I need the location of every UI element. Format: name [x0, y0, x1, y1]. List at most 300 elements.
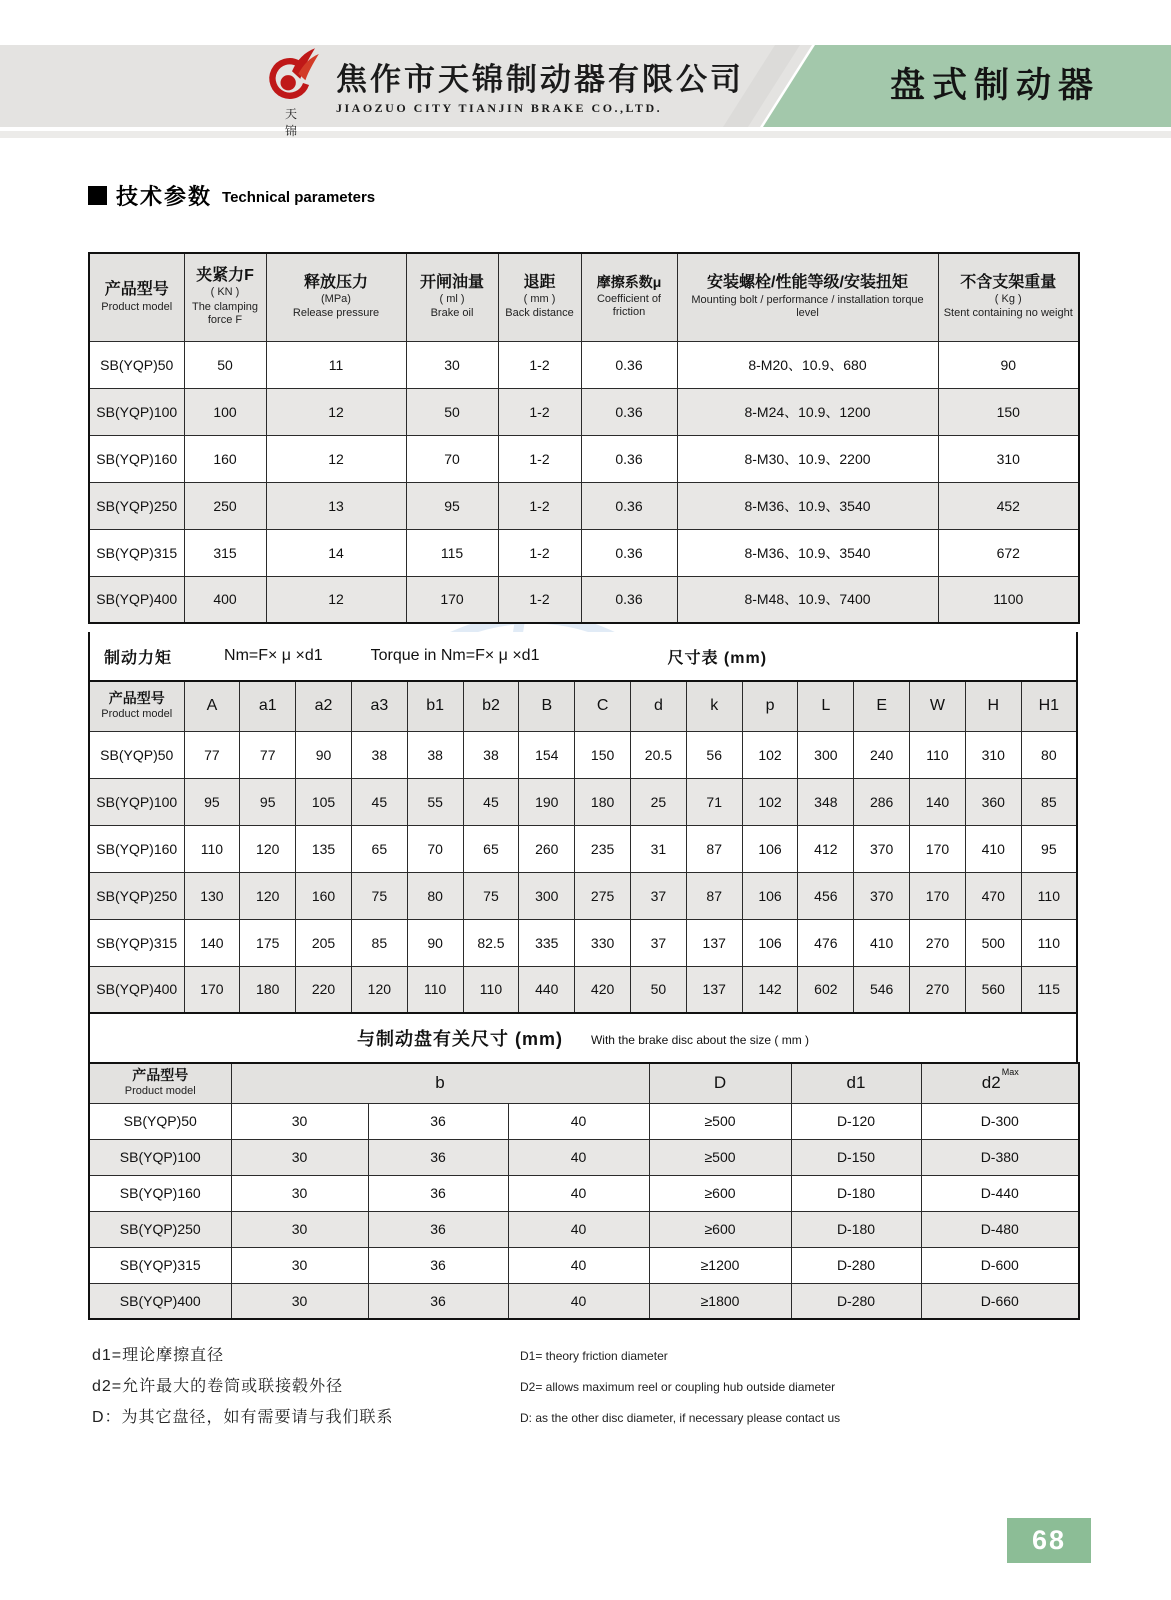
col-label-cn: 释放压力 [303, 274, 368, 292]
value-cell: 36 [368, 1103, 508, 1139]
value-cell: 120 [240, 872, 296, 919]
value-cell: 106 [742, 825, 798, 872]
product-model-cell: SB(YQP)50 [89, 731, 184, 778]
value-cell: 71 [686, 778, 742, 825]
value-cell: 410 [965, 825, 1021, 872]
value-cell: 190 [519, 778, 575, 825]
col-label-en: Mounting bolt / performance / installation torque level [691, 294, 924, 320]
value-cell: 170 [910, 872, 966, 919]
product-model-cell: SB(YQP)400 [89, 966, 184, 1013]
value-cell: 8-M36、10.9、3540 [677, 482, 938, 529]
dim-header-H1: H1 [1021, 681, 1077, 731]
table-row [89, 919, 1077, 966]
value-cell: 602 [798, 966, 854, 1013]
value-cell: 270 [910, 966, 966, 1013]
value-cell: 8-M30、10.9、2200 [677, 435, 938, 482]
value-cell: 110 [910, 731, 966, 778]
note-en: D1= theory friction diameter [520, 1349, 668, 1363]
t3-col-d2 [921, 1063, 1079, 1103]
value-cell: 360 [965, 778, 1021, 825]
table-row [89, 341, 1079, 388]
dim-header-H: H [965, 681, 1021, 731]
table-row [89, 576, 1079, 623]
col-unit: ( KN ) [210, 286, 240, 299]
dim-header-p: p [742, 681, 798, 731]
note-cn: d2=允许最大的卷筒或联接毂外径 [92, 1378, 344, 1395]
table-row [89, 1283, 1079, 1319]
value-cell: 12 [266, 388, 406, 435]
value-cell: 456 [798, 872, 854, 919]
value-cell: 330 [575, 919, 631, 966]
value-cell: 154 [519, 731, 575, 778]
note-line [92, 1342, 992, 1373]
value-cell: 31 [631, 825, 687, 872]
value-cell: 0.36 [581, 576, 677, 623]
value-cell: 120 [240, 825, 296, 872]
note-en: D2= allows maximum reel or coupling hub outside diameter [520, 1380, 836, 1394]
value-cell: 220 [296, 966, 352, 1013]
value-cell: 335 [519, 919, 575, 966]
col-label-en: Product model [124, 1085, 196, 1098]
value-cell: 110 [463, 966, 519, 1013]
value-cell: 476 [798, 919, 854, 966]
value-cell: 102 [742, 731, 798, 778]
value-cell: 120 [351, 966, 407, 1013]
value-cell: 45 [351, 778, 407, 825]
company-name [336, 54, 796, 116]
value-cell: 90 [938, 341, 1079, 388]
col-superscript: Max [1001, 1066, 1019, 1077]
col-label-en: Stent containing no weight [943, 307, 1073, 320]
value-cell: ≥500 [649, 1103, 791, 1139]
value-cell: 160 [296, 872, 352, 919]
value-cell: 135 [296, 825, 352, 872]
value-cell: 142 [742, 966, 798, 1013]
note-line [92, 1404, 992, 1435]
col-label-cn: 产品型号 [132, 1066, 189, 1083]
table-row [89, 872, 1077, 919]
value-cell: 13 [266, 482, 406, 529]
product-model-cell: SB(YQP)250 [89, 1211, 231, 1247]
value-cell: 1-2 [498, 435, 581, 482]
value-cell: 40 [508, 1211, 649, 1247]
dim-header-k: k [686, 681, 742, 731]
dim-header-L: L [798, 681, 854, 731]
value-cell: 36 [368, 1139, 508, 1175]
company-name-en: JIAOZUO CITY TIANJIN BRAKE CO.,LTD. [336, 101, 663, 115]
dim-header-a2: a2 [296, 681, 352, 731]
value-cell: 40 [508, 1247, 649, 1283]
t1-col-back-distance [498, 253, 581, 341]
value-cell: 0.36 [581, 482, 677, 529]
t3-col-D: D [649, 1063, 791, 1103]
value-cell: 410 [854, 919, 910, 966]
product-model-cell: SB(YQP)400 [89, 1283, 231, 1319]
value-cell: 80 [407, 872, 463, 919]
dim-header-A: A [184, 681, 240, 731]
value-cell: 106 [742, 919, 798, 966]
value-cell: 315 [184, 529, 266, 576]
value-cell: 38 [407, 731, 463, 778]
t1-col-weight [938, 253, 1079, 341]
value-cell: 110 [184, 825, 240, 872]
value-cell: D-300 [921, 1103, 1079, 1139]
value-cell: 1-2 [498, 482, 581, 529]
value-cell: 140 [184, 919, 240, 966]
section-title [88, 180, 375, 211]
value-cell: 286 [854, 778, 910, 825]
col-label-cn: 退距 [523, 274, 556, 292]
value-cell: 30 [231, 1175, 368, 1211]
value-cell: D-660 [921, 1283, 1079, 1319]
dimensions-table [88, 680, 1078, 1014]
value-cell: 137 [686, 919, 742, 966]
dim-header-W: W [910, 681, 966, 731]
value-cell: 170 [406, 576, 498, 623]
col-label-cn: 产品型号 [104, 280, 169, 298]
value-cell: 1-2 [498, 576, 581, 623]
section-title-en: Technical parameters [222, 189, 376, 206]
value-cell: D-440 [921, 1175, 1079, 1211]
technical-parameters-table [88, 252, 1080, 624]
value-cell: 11 [266, 341, 406, 388]
value-cell: D-120 [791, 1103, 921, 1139]
col-label: d2 [981, 1073, 1001, 1093]
dimension-table-label: 尺寸表 (mm) [667, 649, 768, 667]
value-cell: 175 [240, 919, 296, 966]
value-cell: 20.5 [631, 731, 687, 778]
value-cell: 30 [231, 1283, 368, 1319]
table-row [89, 529, 1079, 576]
col-label-cn: 夹紧力F [196, 267, 254, 285]
value-cell: 400 [184, 576, 266, 623]
product-model-cell: SB(YQP)50 [89, 1103, 231, 1139]
note-cn: d1=理论摩擦直径 [92, 1347, 225, 1364]
value-cell: 300 [519, 872, 575, 919]
t1-col-friction-coefficient [581, 253, 677, 341]
value-cell: 8-M36、10.9、3540 [677, 529, 938, 576]
value-cell: 56 [686, 731, 742, 778]
value-cell: 235 [575, 825, 631, 872]
value-cell: 100 [184, 388, 266, 435]
value-cell: 170 [910, 825, 966, 872]
col-label-cn: 安装螺栓/性能等级/安装扭矩 [707, 274, 908, 292]
value-cell: 370 [854, 825, 910, 872]
value-cell: ≥600 [649, 1211, 791, 1247]
disc-size-section-row [88, 1014, 1078, 1062]
value-cell: 70 [406, 435, 498, 482]
table-row [89, 482, 1079, 529]
product-model-cell: SB(YQP)100 [89, 778, 184, 825]
product-model-cell: SB(YQP)50 [89, 341, 184, 388]
col-unit: ( Kg ) [994, 293, 1022, 306]
dim-header-E: E [854, 681, 910, 731]
value-cell: 110 [1021, 919, 1077, 966]
value-cell: 8-M24、10.9、1200 [677, 388, 938, 435]
value-cell: 160 [184, 435, 266, 482]
table-row [89, 966, 1077, 1013]
value-cell: 87 [686, 872, 742, 919]
note-en: D: as the other disc diameter, if necessary please contact us [520, 1411, 841, 1425]
value-cell: D-600 [921, 1247, 1079, 1283]
value-cell: 30 [231, 1139, 368, 1175]
value-cell: 77 [184, 731, 240, 778]
table-row [89, 1139, 1079, 1175]
product-model-cell: SB(YQP)100 [89, 388, 184, 435]
disc-size-title-en: With the brake disc about the size ( mm ) [590, 1033, 810, 1047]
value-cell: 0.36 [581, 388, 677, 435]
table-row [89, 435, 1079, 482]
disc-size-title-cn: 与制动盘有关尺寸 (mm) [356, 1029, 563, 1049]
product-model-cell: SB(YQP)160 [89, 825, 184, 872]
torque-formula-row [88, 632, 1078, 680]
value-cell: 500 [965, 919, 1021, 966]
product-banner: 盘式制动器 [889, 66, 1100, 105]
col-label-en: Release pressure [292, 307, 380, 320]
col-label-en: Coefficient of friction [596, 292, 661, 318]
dim-header-b1: b1 [407, 681, 463, 731]
table-row [89, 1175, 1079, 1211]
value-cell: 370 [854, 872, 910, 919]
value-cell: 30 [231, 1247, 368, 1283]
dim-header-a3: a3 [351, 681, 407, 731]
value-cell: 85 [1021, 778, 1077, 825]
value-cell: 36 [368, 1175, 508, 1211]
product-model-cell: SB(YQP)315 [89, 1247, 231, 1283]
dim-header-a1: a1 [240, 681, 296, 731]
value-cell: 38 [351, 731, 407, 778]
value-cell: 310 [965, 731, 1021, 778]
value-cell: 250 [184, 482, 266, 529]
product-model-cell: SB(YQP)160 [89, 1175, 231, 1211]
value-cell: 8-M48、10.9、7400 [677, 576, 938, 623]
value-cell: 140 [910, 778, 966, 825]
table-row [89, 388, 1079, 435]
value-cell: 270 [910, 919, 966, 966]
value-cell: 110 [1021, 872, 1077, 919]
value-cell: 1100 [938, 576, 1079, 623]
col-label-en: Brake oil [430, 307, 474, 320]
value-cell: ≥1800 [649, 1283, 791, 1319]
value-cell: 90 [407, 919, 463, 966]
value-cell: D-480 [921, 1211, 1079, 1247]
value-cell: 12 [266, 576, 406, 623]
t3-col-d1: d1 [791, 1063, 921, 1103]
value-cell: 205 [296, 919, 352, 966]
table-row [89, 778, 1077, 825]
table-header-row [89, 253, 1079, 341]
value-cell: 70 [407, 825, 463, 872]
value-cell: 55 [407, 778, 463, 825]
value-cell: ≥500 [649, 1139, 791, 1175]
logo-text: 天 锦 [284, 107, 313, 138]
value-cell: 50 [631, 966, 687, 1013]
note-cn: D：为其它盘径，如有需要请与我们联系 [92, 1409, 394, 1426]
t1-col-brake-oil [406, 253, 498, 341]
t1-col-model [89, 253, 184, 341]
product-model-cell: SB(YQP)100 [89, 1139, 231, 1175]
value-cell: 102 [742, 778, 798, 825]
product-model-cell: SB(YQP)250 [89, 872, 184, 919]
value-cell: 38 [463, 731, 519, 778]
t2-col-model [89, 681, 184, 731]
value-cell: 12 [266, 435, 406, 482]
value-cell: 348 [798, 778, 854, 825]
value-cell: 180 [575, 778, 631, 825]
value-cell: 0.36 [581, 529, 677, 576]
value-cell: 87 [686, 825, 742, 872]
value-cell: 180 [240, 966, 296, 1013]
product-model-cell: SB(YQP)160 [89, 435, 184, 482]
t3-col-b: b [231, 1063, 649, 1103]
section-title-cn: 技术参数 [116, 184, 213, 209]
value-cell: 40 [508, 1139, 649, 1175]
footnotes [92, 1342, 992, 1435]
value-cell: 95 [1021, 825, 1077, 872]
t1-col-mounting-bolt [677, 253, 938, 341]
product-model-cell: SB(YQP)250 [89, 482, 184, 529]
value-cell: 560 [965, 966, 1021, 1013]
dim-header-d: d [631, 681, 687, 731]
note-line [92, 1373, 992, 1404]
value-cell: 440 [519, 966, 575, 1013]
value-cell: 80 [1021, 731, 1077, 778]
value-cell: 40 [508, 1103, 649, 1139]
logo-flame-icon [260, 47, 324, 107]
value-cell: D-380 [921, 1139, 1079, 1175]
value-cell: D-150 [791, 1139, 921, 1175]
value-cell: 0.36 [581, 341, 677, 388]
value-cell: 105 [296, 778, 352, 825]
value-cell: 0.36 [581, 435, 677, 482]
value-cell: 300 [798, 731, 854, 778]
table-row [89, 731, 1077, 778]
value-cell: 130 [184, 872, 240, 919]
value-cell: 310 [938, 435, 1079, 482]
table-row [89, 1103, 1079, 1139]
product-model-cell: SB(YQP)400 [89, 576, 184, 623]
company-name-cn: 焦作市天锦制动器有限公司 [336, 62, 744, 97]
formula-label-cn: 制动力矩 [104, 649, 173, 667]
value-cell: 8-M20、10.9、680 [677, 341, 938, 388]
value-cell: 546 [854, 966, 910, 1013]
value-cell: 115 [406, 529, 498, 576]
value-cell: 420 [575, 966, 631, 1013]
value-cell: 30 [231, 1211, 368, 1247]
value-cell: 260 [519, 825, 575, 872]
value-cell: 1-2 [498, 341, 581, 388]
t1-col-release-pressure [266, 253, 406, 341]
table-header-row [89, 1063, 1079, 1103]
value-cell: 36 [368, 1247, 508, 1283]
value-cell: 95 [240, 778, 296, 825]
value-cell: 25 [631, 778, 687, 825]
value-cell: 40 [508, 1283, 649, 1319]
col-label-en: Product model [101, 708, 173, 721]
value-cell: 40 [508, 1175, 649, 1211]
value-cell: 137 [686, 966, 742, 1013]
value-cell: 85 [351, 919, 407, 966]
square-bullet-icon [88, 186, 107, 205]
value-cell: 115 [1021, 966, 1077, 1013]
value-cell: D-180 [791, 1211, 921, 1247]
value-cell: 30 [231, 1103, 368, 1139]
col-unit: ( mm ) [523, 293, 556, 306]
value-cell: 45 [463, 778, 519, 825]
value-cell: 65 [351, 825, 407, 872]
value-cell: 1-2 [498, 529, 581, 576]
col-label-cn: 开闸油量 [419, 274, 484, 292]
product-model-cell: SB(YQP)315 [89, 529, 184, 576]
value-cell: 77 [240, 731, 296, 778]
dim-header-C: C [575, 681, 631, 731]
dim-header-B: B [519, 681, 575, 731]
value-cell: 275 [575, 872, 631, 919]
value-cell: 110 [407, 966, 463, 1013]
value-cell: 36 [368, 1283, 508, 1319]
formula-cn-expression: Nm=F× μ ×d1 [224, 647, 323, 664]
product-model-cell: SB(YQP)315 [89, 919, 184, 966]
value-cell: 412 [798, 825, 854, 872]
formula-en-expression: Torque in Nm=F× μ ×d1 [370, 647, 540, 664]
value-cell: 75 [351, 872, 407, 919]
value-cell: 82.5 [463, 919, 519, 966]
col-unit: (MPa) [321, 293, 351, 306]
value-cell: 30 [406, 341, 498, 388]
value-cell: 150 [575, 731, 631, 778]
page-number: 68 [1007, 1518, 1091, 1563]
value-cell: 672 [938, 529, 1079, 576]
col-label-cn: 产品型号 [108, 689, 165, 706]
value-cell: 95 [406, 482, 498, 529]
header-underline [0, 131, 1171, 138]
value-cell: 36 [368, 1211, 508, 1247]
value-cell: 240 [854, 731, 910, 778]
value-cell: 14 [266, 529, 406, 576]
col-label-en: Product model [101, 300, 173, 313]
value-cell: 1-2 [498, 388, 581, 435]
value-cell: 50 [406, 388, 498, 435]
table-row [89, 825, 1077, 872]
value-cell: 106 [742, 872, 798, 919]
value-cell: 170 [184, 966, 240, 1013]
dim-header-b2: b2 [463, 681, 519, 731]
table-row [89, 1211, 1079, 1247]
value-cell: 150 [938, 388, 1079, 435]
value-cell: 37 [631, 872, 687, 919]
value-cell: 470 [965, 872, 1021, 919]
value-cell: 452 [938, 482, 1079, 529]
t3-col-model [89, 1063, 231, 1103]
value-cell: 75 [463, 872, 519, 919]
col-label-en: Back distance [505, 307, 574, 320]
value-cell: 37 [631, 919, 687, 966]
value-cell: ≥600 [649, 1175, 791, 1211]
value-cell: ≥1200 [649, 1247, 791, 1283]
company-logo [253, 47, 331, 138]
value-cell: 65 [463, 825, 519, 872]
value-cell: 90 [296, 731, 352, 778]
disc-size-table [88, 1062, 1080, 1320]
value-cell: D-280 [791, 1283, 921, 1319]
col-label-en: The clamping force F [191, 300, 259, 326]
table-header-row [89, 681, 1077, 731]
col-label-cn: 不含支架重量 [960, 274, 1057, 292]
t1-col-clamping-force [184, 253, 266, 341]
table-row [89, 1247, 1079, 1283]
value-cell: D-180 [791, 1175, 921, 1211]
value-cell: 50 [184, 341, 266, 388]
